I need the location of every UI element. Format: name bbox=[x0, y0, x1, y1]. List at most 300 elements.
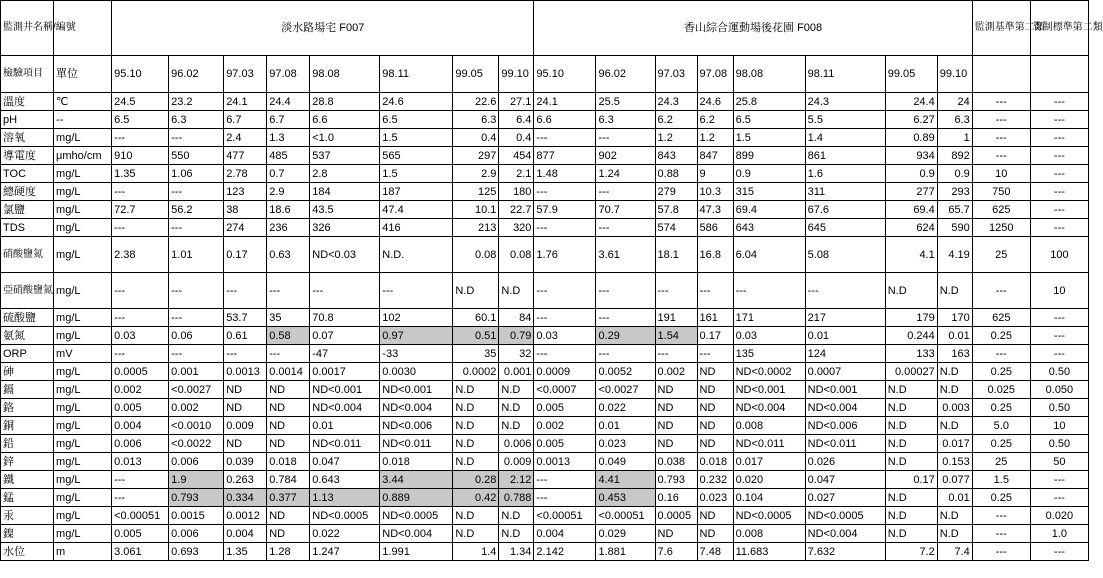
value-cell: 57.8 bbox=[655, 201, 697, 219]
value-cell: 0.029 bbox=[596, 525, 655, 543]
value-cell: 0.01 bbox=[805, 327, 885, 345]
value-cell: ND<0.004 bbox=[805, 525, 885, 543]
value-cell: 0.009 bbox=[224, 417, 267, 435]
item-name-cell: 溫度 bbox=[1, 93, 54, 111]
value-cell: 2.4 bbox=[224, 129, 267, 147]
header-row bbox=[1, 1, 1089, 56]
value-cell: 0.17 bbox=[885, 471, 937, 489]
value-cell: --- bbox=[112, 219, 169, 237]
control-standard-cell: --- bbox=[1030, 111, 1088, 129]
value-cell: ND<0.001 bbox=[380, 381, 453, 399]
value-cell: 1.54 bbox=[655, 327, 697, 345]
value-cell: 0.0005 bbox=[655, 507, 697, 525]
value-cell: 67.6 bbox=[805, 201, 885, 219]
value-cell: 0.020 bbox=[733, 471, 805, 489]
unit-cell: mg/L bbox=[54, 327, 112, 345]
value-cell: --- bbox=[267, 345, 310, 363]
value-cell: N.D. bbox=[380, 237, 453, 273]
value-cell: 0.004 bbox=[112, 417, 169, 435]
date-header: 98.08 bbox=[733, 56, 805, 93]
date-header: 99.10 bbox=[937, 56, 972, 93]
value-cell: --- bbox=[534, 309, 596, 327]
value-cell: --- bbox=[534, 345, 596, 363]
value-cell: ND<0.004 bbox=[380, 399, 453, 417]
value-cell: --- bbox=[112, 489, 169, 507]
value-cell: --- bbox=[380, 273, 453, 309]
value-cell: 123 bbox=[224, 183, 267, 201]
value-cell: --- bbox=[112, 345, 169, 363]
date-header: 98.11 bbox=[380, 56, 453, 93]
item-name-cell: 鐵 bbox=[1, 471, 54, 489]
monitoring-standard-cell: --- bbox=[972, 111, 1030, 129]
value-cell: ND bbox=[655, 399, 697, 417]
control-standard-cell: --- bbox=[1030, 147, 1088, 165]
monitoring-standard-cell: --- bbox=[972, 525, 1030, 543]
value-cell: 124 bbox=[805, 345, 885, 363]
value-cell: ND bbox=[655, 417, 697, 435]
value-cell: 0.06 bbox=[169, 327, 224, 345]
value-cell: N.D bbox=[499, 399, 534, 417]
value-cell: 65.7 bbox=[937, 201, 972, 219]
value-cell: N.D bbox=[499, 417, 534, 435]
value-cell: 6.5 bbox=[380, 111, 453, 129]
value-cell: N.D bbox=[499, 273, 534, 309]
value-cell: 3.44 bbox=[380, 471, 453, 489]
unit-cell: mg/L bbox=[54, 309, 112, 327]
control-standard-header: 管制標準第二類 bbox=[1030, 1, 1088, 56]
value-cell: ND bbox=[655, 525, 697, 543]
control-standard-cell: 0.50 bbox=[1030, 399, 1088, 417]
value-cell: 70.8 bbox=[310, 309, 380, 327]
unit-cell: mg/L bbox=[54, 381, 112, 399]
value-cell: 0.03 bbox=[112, 327, 169, 345]
value-cell: ND bbox=[267, 381, 310, 399]
control-standard-cell: 1.0 bbox=[1030, 525, 1088, 543]
value-cell: 1.4 bbox=[453, 543, 499, 561]
value-cell: 0.0052 bbox=[596, 363, 655, 381]
value-cell: 60.1 bbox=[453, 309, 499, 327]
unit-cell: mg/L bbox=[54, 201, 112, 219]
value-cell: 0.9 bbox=[937, 165, 972, 183]
value-cell: <0.0022 bbox=[169, 435, 224, 453]
value-cell: 0.049 bbox=[596, 453, 655, 471]
value-cell: 477 bbox=[224, 147, 267, 165]
value-cell: N.D bbox=[499, 381, 534, 399]
value-cell: 892 bbox=[937, 147, 972, 165]
value-cell: 4.1 bbox=[885, 237, 937, 273]
value-cell: ND<0.011 bbox=[733, 435, 805, 453]
value-cell: --- bbox=[596, 183, 655, 201]
value-cell: 0.0015 bbox=[169, 507, 224, 525]
value-cell: ND bbox=[224, 399, 267, 417]
value-cell: 934 bbox=[885, 147, 937, 165]
value-cell: N.D bbox=[937, 507, 972, 525]
control-standard-cell: --- bbox=[1030, 165, 1088, 183]
value-cell: 133 bbox=[885, 345, 937, 363]
monitoring-standard-cell: 0.25 bbox=[972, 327, 1030, 345]
table-row bbox=[1, 237, 1089, 273]
value-cell: --- bbox=[224, 345, 267, 363]
value-cell: ND bbox=[697, 363, 733, 381]
value-cell: 22.7 bbox=[499, 201, 534, 219]
value-cell: <0.0027 bbox=[596, 381, 655, 399]
value-cell: ND bbox=[697, 507, 733, 525]
value-cell: 645 bbox=[805, 219, 885, 237]
value-cell: 1.3 bbox=[267, 129, 310, 147]
monitoring-standard-cell: --- bbox=[972, 147, 1030, 165]
value-cell: ND bbox=[655, 381, 697, 399]
value-cell: 0.047 bbox=[310, 453, 380, 471]
value-cell: 6.5 bbox=[733, 111, 805, 129]
value-cell: 10.1 bbox=[453, 201, 499, 219]
value-cell: ND<0.004 bbox=[805, 399, 885, 417]
value-cell: 0.16 bbox=[655, 489, 697, 507]
value-cell: ND<0.004 bbox=[310, 399, 380, 417]
value-cell: 1 bbox=[937, 129, 972, 147]
value-cell: <0.0010 bbox=[169, 417, 224, 435]
value-cell: --- bbox=[224, 273, 267, 309]
value-cell: --- bbox=[310, 273, 380, 309]
value-cell: 0.017 bbox=[937, 435, 972, 453]
value-cell: 0.793 bbox=[655, 471, 697, 489]
value-cell: 43.5 bbox=[310, 201, 380, 219]
item-name-cell: 硝酸鹽氮 bbox=[1, 237, 54, 273]
table-row bbox=[1, 381, 1089, 399]
value-cell: 1.24 bbox=[596, 165, 655, 183]
value-cell: N.D bbox=[937, 381, 972, 399]
value-cell: --- bbox=[112, 309, 169, 327]
value-cell: 0.001 bbox=[499, 363, 534, 381]
table-row bbox=[1, 327, 1089, 345]
item-name-cell: 鉛 bbox=[1, 435, 54, 453]
value-cell: ND<0.0005 bbox=[380, 507, 453, 525]
value-cell: ND<0.0005 bbox=[733, 507, 805, 525]
value-cell: 1.35 bbox=[112, 165, 169, 183]
value-cell: 1.06 bbox=[169, 165, 224, 183]
item-name-cell: 溶氧 bbox=[1, 129, 54, 147]
value-cell: --- bbox=[655, 345, 697, 363]
value-cell: ND<0.004 bbox=[380, 525, 453, 543]
date-header: 97.03 bbox=[224, 56, 267, 93]
monitoring-standard-cell: 25 bbox=[972, 237, 1030, 273]
value-cell: --- bbox=[596, 129, 655, 147]
value-cell: N.D bbox=[885, 399, 937, 417]
value-cell: 69.4 bbox=[885, 201, 937, 219]
value-cell: N.D bbox=[937, 363, 972, 381]
value-cell: 6.6 bbox=[310, 111, 380, 129]
value-cell: 0.006 bbox=[169, 453, 224, 471]
value-cell: 18.1 bbox=[655, 237, 697, 273]
value-cell: 72.7 bbox=[112, 201, 169, 219]
value-cell: N.D bbox=[453, 417, 499, 435]
monitoring-standard-cell: --- bbox=[972, 93, 1030, 111]
value-cell: 47.4 bbox=[380, 201, 453, 219]
value-cell: 0.889 bbox=[380, 489, 453, 507]
value-cell: 6.3 bbox=[937, 111, 972, 129]
value-cell: 0.63 bbox=[267, 237, 310, 273]
value-cell: 6.27 bbox=[885, 111, 937, 129]
value-cell: 0.026 bbox=[805, 453, 885, 471]
value-cell: 0.03 bbox=[534, 327, 596, 345]
item-name-cell: 鉻 bbox=[1, 399, 54, 417]
item-name-cell: 氯鹽 bbox=[1, 201, 54, 219]
value-cell: 0.004 bbox=[534, 525, 596, 543]
table-row bbox=[1, 93, 1089, 111]
value-cell: --- bbox=[596, 219, 655, 237]
value-cell: 0.002 bbox=[655, 363, 697, 381]
unit-cell: mg/L bbox=[54, 237, 112, 273]
std-blank-1 bbox=[972, 56, 1030, 93]
monitoring-standard-cell: 1.5 bbox=[972, 471, 1030, 489]
unit-cell: mg/L bbox=[54, 183, 112, 201]
value-cell: N.D bbox=[453, 435, 499, 453]
value-cell: 565 bbox=[380, 147, 453, 165]
value-cell: 861 bbox=[805, 147, 885, 165]
monitoring-standard-cell: --- bbox=[972, 345, 1030, 363]
value-cell: 0.58 bbox=[267, 327, 310, 345]
unit-cell: μmho/cm bbox=[54, 147, 112, 165]
value-cell: 0.08 bbox=[499, 237, 534, 273]
value-cell: N.D bbox=[885, 417, 937, 435]
value-cell: 0.334 bbox=[224, 489, 267, 507]
value-cell: 191 bbox=[655, 309, 697, 327]
monitoring-standard-cell: 10 bbox=[972, 165, 1030, 183]
value-cell: 0.005 bbox=[112, 525, 169, 543]
value-cell: 27.1 bbox=[499, 93, 534, 111]
value-cell: 0.153 bbox=[937, 453, 972, 471]
date-header: 99.05 bbox=[885, 56, 937, 93]
control-standard-cell: --- bbox=[1030, 327, 1088, 345]
value-cell: 1.881 bbox=[596, 543, 655, 561]
table-row bbox=[1, 399, 1089, 417]
table-row bbox=[1, 201, 1089, 219]
value-cell: ND bbox=[224, 435, 267, 453]
value-cell: 6.04 bbox=[733, 237, 805, 273]
value-cell: ND bbox=[224, 381, 267, 399]
control-standard-cell: 0.50 bbox=[1030, 435, 1088, 453]
value-cell: --- bbox=[655, 273, 697, 309]
value-cell: 24.3 bbox=[655, 93, 697, 111]
value-cell: 10.3 bbox=[697, 183, 733, 201]
value-cell: 24.5 bbox=[112, 93, 169, 111]
value-cell: 5.5 bbox=[805, 111, 885, 129]
value-cell: N.D bbox=[885, 435, 937, 453]
value-cell: 135 bbox=[733, 345, 805, 363]
control-standard-cell: 50 bbox=[1030, 453, 1088, 471]
value-cell: 0.077 bbox=[937, 471, 972, 489]
control-standard-cell: 10 bbox=[1030, 273, 1088, 309]
value-cell: 0.006 bbox=[499, 435, 534, 453]
value-cell: 1.2 bbox=[697, 129, 733, 147]
value-cell: 0.002 bbox=[112, 381, 169, 399]
value-cell: 0.01 bbox=[937, 489, 972, 507]
value-cell: N.D bbox=[453, 381, 499, 399]
value-cell: 326 bbox=[310, 219, 380, 237]
item-name-cell: 砷 bbox=[1, 363, 54, 381]
monitoring-standard-cell: 25 bbox=[972, 453, 1030, 471]
value-cell: 0.244 bbox=[885, 327, 937, 345]
value-cell: 293 bbox=[937, 183, 972, 201]
value-cell: 38 bbox=[224, 201, 267, 219]
unit-label-header: 單位 bbox=[54, 56, 112, 93]
value-cell: N.D bbox=[885, 525, 937, 543]
value-cell: 0.693 bbox=[169, 543, 224, 561]
date-header: 95.10 bbox=[112, 56, 169, 93]
value-cell: ND<0.0005 bbox=[805, 507, 885, 525]
value-cell: 0.00027 bbox=[885, 363, 937, 381]
unit-cell: -- bbox=[54, 111, 112, 129]
value-cell: 1.6 bbox=[805, 165, 885, 183]
value-cell: 320 bbox=[499, 219, 534, 237]
value-cell: 1.28 bbox=[267, 543, 310, 561]
value-cell: 23.2 bbox=[169, 93, 224, 111]
control-standard-cell: 0.50 bbox=[1030, 363, 1088, 381]
value-cell: 24.1 bbox=[224, 93, 267, 111]
monitoring-standard-cell: 1250 bbox=[972, 219, 1030, 237]
unit-cell: mg/L bbox=[54, 399, 112, 417]
value-cell: --- bbox=[697, 345, 733, 363]
item-name-cell: TOC bbox=[1, 165, 54, 183]
value-cell: 0.008 bbox=[733, 525, 805, 543]
item-label-header: 檢驗項目 bbox=[1, 56, 54, 93]
value-cell: 0.29 bbox=[596, 327, 655, 345]
item-name-cell: 總硬度 bbox=[1, 183, 54, 201]
date-header: 99.05 bbox=[453, 56, 499, 93]
value-cell: 0.9 bbox=[733, 165, 805, 183]
value-cell: 0.013 bbox=[112, 453, 169, 471]
value-cell: --- bbox=[112, 129, 169, 147]
value-cell: 843 bbox=[655, 147, 697, 165]
value-cell: 236 bbox=[267, 219, 310, 237]
value-cell: 0.9 bbox=[885, 165, 937, 183]
item-name-cell: TDS bbox=[1, 219, 54, 237]
value-cell: --- bbox=[733, 273, 805, 309]
value-cell: ND<0.001 bbox=[310, 381, 380, 399]
value-cell: 47.3 bbox=[697, 201, 733, 219]
value-cell: --- bbox=[169, 273, 224, 309]
value-cell: 537 bbox=[310, 147, 380, 165]
value-cell: 24.6 bbox=[697, 93, 733, 111]
monitoring-standard-cell: --- bbox=[972, 273, 1030, 309]
date-header: 98.11 bbox=[805, 56, 885, 93]
value-cell: --- bbox=[596, 273, 655, 309]
monitoring-standard-cell: 0.25 bbox=[972, 399, 1030, 417]
value-cell: 5.08 bbox=[805, 237, 885, 273]
value-cell: 2.9 bbox=[267, 183, 310, 201]
value-cell: 163 bbox=[937, 345, 972, 363]
value-cell: 22.6 bbox=[453, 93, 499, 111]
value-cell: 0.08 bbox=[453, 237, 499, 273]
value-cell: 0.023 bbox=[697, 489, 733, 507]
value-cell: 0.047 bbox=[805, 471, 885, 489]
subheader-row bbox=[1, 56, 1089, 93]
item-name-cell: 氨氮 bbox=[1, 327, 54, 345]
value-cell: 2.142 bbox=[534, 543, 596, 561]
value-cell: 624 bbox=[885, 219, 937, 237]
value-cell: 586 bbox=[697, 219, 733, 237]
table-row bbox=[1, 543, 1089, 561]
value-cell: N.D bbox=[885, 381, 937, 399]
value-cell: 550 bbox=[169, 147, 224, 165]
value-cell: 6.2 bbox=[655, 111, 697, 129]
value-cell: <0.0027 bbox=[169, 381, 224, 399]
date-header: 97.03 bbox=[655, 56, 697, 93]
value-cell: 6.7 bbox=[267, 111, 310, 129]
value-cell: 0.023 bbox=[596, 435, 655, 453]
value-cell: 0.022 bbox=[596, 399, 655, 417]
value-cell: 0.003 bbox=[937, 399, 972, 417]
value-cell: 1.5 bbox=[380, 165, 453, 183]
value-cell: 3.061 bbox=[112, 543, 169, 561]
value-cell: 7.632 bbox=[805, 543, 885, 561]
monitoring-standard-cell: 750 bbox=[972, 183, 1030, 201]
value-cell: 24.6 bbox=[380, 93, 453, 111]
value-cell: 0.377 bbox=[267, 489, 310, 507]
value-cell: 18.6 bbox=[267, 201, 310, 219]
value-cell: 84 bbox=[499, 309, 534, 327]
value-cell: 454 bbox=[499, 147, 534, 165]
date-header: 97.08 bbox=[697, 56, 733, 93]
value-cell: 0.009 bbox=[499, 453, 534, 471]
value-cell: 0.0009 bbox=[534, 363, 596, 381]
value-cell: 0.01 bbox=[310, 417, 380, 435]
value-cell: 7.6 bbox=[655, 543, 697, 561]
value-cell: 0.0012 bbox=[224, 507, 267, 525]
value-cell: 0.88 bbox=[655, 165, 697, 183]
value-cell: 4.41 bbox=[596, 471, 655, 489]
value-cell: 0.17 bbox=[697, 327, 733, 345]
control-standard-cell: --- bbox=[1030, 345, 1088, 363]
date-header: 97.08 bbox=[267, 56, 310, 93]
value-cell: 590 bbox=[937, 219, 972, 237]
value-cell: 277 bbox=[885, 183, 937, 201]
date-header: 96.02 bbox=[596, 56, 655, 93]
item-name-cell: 鎘 bbox=[1, 381, 54, 399]
value-cell: N.D bbox=[937, 273, 972, 309]
item-name-cell: 水位 bbox=[1, 543, 54, 561]
value-cell: N.D bbox=[499, 507, 534, 525]
value-cell: 643 bbox=[733, 219, 805, 237]
value-cell: 35 bbox=[453, 345, 499, 363]
value-cell: 1.5 bbox=[380, 129, 453, 147]
value-cell: ND bbox=[697, 381, 733, 399]
control-standard-cell: --- bbox=[1030, 93, 1088, 111]
value-cell: 0.0030 bbox=[380, 363, 453, 381]
item-name-cell: 鋅 bbox=[1, 453, 54, 471]
item-name-cell: 導電度 bbox=[1, 147, 54, 165]
value-cell: <0.00051 bbox=[534, 507, 596, 525]
monitoring-standard-cell: --- bbox=[972, 129, 1030, 147]
unit-cell: mg/L bbox=[54, 363, 112, 381]
value-cell: --- bbox=[534, 183, 596, 201]
item-name-cell: ORP bbox=[1, 345, 54, 363]
value-cell: 416 bbox=[380, 219, 453, 237]
value-cell: 0.018 bbox=[380, 453, 453, 471]
value-cell: 57.9 bbox=[534, 201, 596, 219]
value-cell: ND<0.006 bbox=[380, 417, 453, 435]
value-cell: 0.005 bbox=[534, 399, 596, 417]
value-cell: 0.008 bbox=[733, 417, 805, 435]
value-cell: 0.4 bbox=[453, 129, 499, 147]
value-cell: 1.13 bbox=[310, 489, 380, 507]
value-cell: --- bbox=[534, 471, 596, 489]
value-cell: -33 bbox=[380, 345, 453, 363]
monitoring-standard-cell: 0.25 bbox=[972, 489, 1030, 507]
value-cell: ND bbox=[697, 435, 733, 453]
control-standard-cell: --- bbox=[1030, 489, 1088, 507]
value-cell: 0.002 bbox=[534, 417, 596, 435]
value-cell: N.D bbox=[937, 525, 972, 543]
